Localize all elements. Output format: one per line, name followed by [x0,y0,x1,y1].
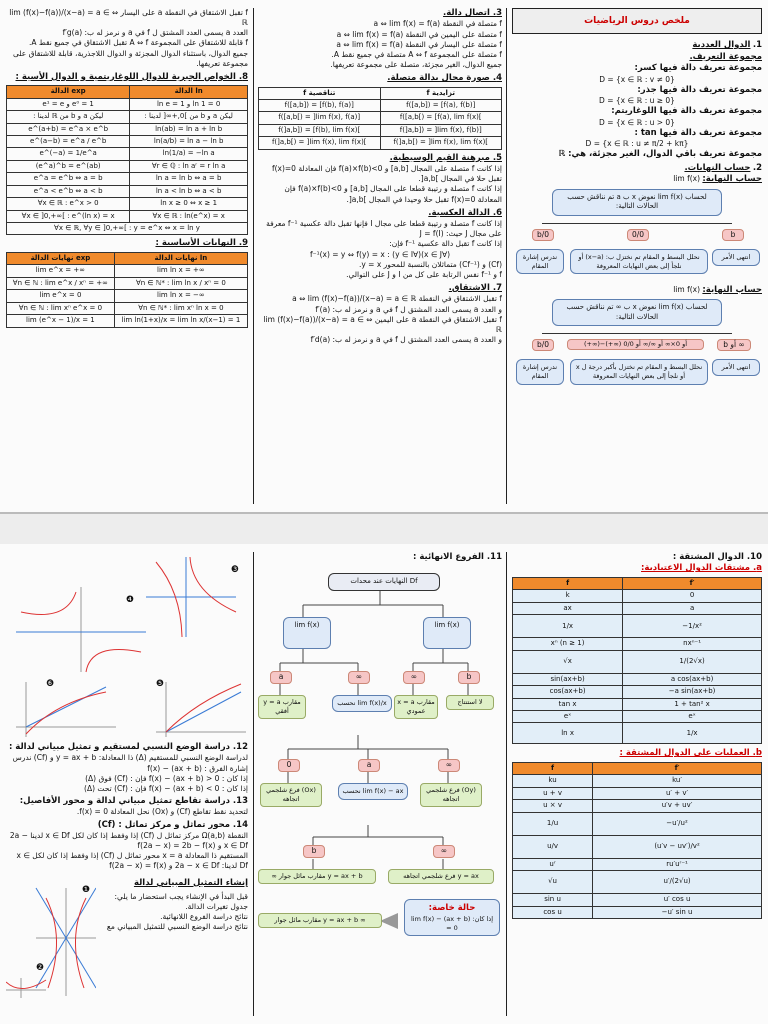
continuity-point: f متصلة في النقطة a ⇔ lim f(x) = f(a) [373,19,502,29]
table-header: f [513,577,623,589]
table-header: نهايات الدالة exp [7,252,115,264]
table-row: f(]a,b[) = ]lim f(x), lim f(x)[ f(]a,b[) = ]lim f(x), lim f(x)[ [259,137,502,149]
table-row: cos(ax+b) −a sin(ax+b) [513,686,762,698]
limits-table [6,252,248,328]
continuity-left: f متصلة على اليسار في النقطة a ⇔ lim f(x) = f(a) [336,39,502,49]
table-header: الدالة exp [7,86,130,98]
graphs-bottom [6,878,248,998]
graph-3-label: ❸ [231,565,240,575]
table-header: نهايات الدالة ln [114,252,247,264]
table-row: u/v (u′v − uv′)/v² [513,835,762,858]
limit-b-label: حساب النهاية: [702,284,762,295]
domain-fraction: مجموعة تعريف دالة فيها كسر: [634,63,762,74]
table-header: f [513,762,593,774]
section-12-title: 12. دراسة الوضع النسبي لمستقيم و تمثيل مبياني لدالة : [8,742,248,752]
symmetry-center: النقطة Ω(a,b) مركز تماثل ل (Cf) إذا وفقط إذا كان لكل x ∈ Df لدينا 2a − x ∈ Df و f(2a − x) = 2b − f(x) [9,831,248,851]
special-case-title: حالة خاصة: [428,903,476,914]
flow1-result-2: نحلل البسط و المقام تم نختزل ب: (x−a) أو نلجأ إلى بعض النهايات المعروفة [570,249,708,275]
top-left-column [6,8,248,504]
table-header: f تناقصية [259,87,381,99]
formula: D = {x ∈ ℝ : u ≥ 0} [599,96,675,106]
graph-5-label: ❺ [156,679,165,689]
limit-a-label: حساب النهاية: [702,174,762,185]
flow1-result-3: انتهى الأمر [712,249,760,266]
summary-title: ملخص دروس الرياضيات [512,8,762,34]
flow-limit-inf: lim f(x) [283,617,331,649]
graph-1-label: ❶ [82,884,91,895]
derivative-note: جميع الدوال، باستثناء الدوال المجزئة و الدوال اللاجذرية، قابلة للاشتقاق على مجموعة تعريفها. [13,48,248,68]
formula: D = {x ∈ ℝ : v ≠ 0} [599,74,675,84]
table-row: sin u u′ cos u [513,894,762,906]
flow2-result-1: ندرس إشارة المقام [516,359,564,385]
top-right-column [512,8,762,504]
section-1-num: 1. [752,40,762,51]
inverse-1: إذا كانت f متصلة و رتيبة قطعا على مجال I فإنها تقبل دالة عكسية f⁻¹ معرفة على مجال J حيث: J = f(I) [266,219,502,239]
flow2-case-2: (+∞)−(+∞) أو 0×∞ أو ∞/∞ أو 0/0 [567,339,704,350]
table-row: sin(ax+b) a cos(ax+b) [513,673,762,685]
plot-step-intro: قبل البدأ في الإنشاء يجب استحضار ما يلي: [114,891,248,901]
ivt-1: إذا كانت f متصلة على المجال [a,b] و f(a)×f(b)<0 فإن المعادلة f(x)=0 تقبل حلا في المجال ]a,b[. [271,164,502,184]
flow-oblique-asymptote: y = ax + b مقارب مائل جوار ∞ [258,869,376,884]
table-row: ∀x ∈ ℝ : e^x > 0 ln x ≥ 0 ⇔ x ≥ 1 [7,198,248,210]
table-header: f تزايدية [380,87,502,99]
section-10a-title: a. مشتقات الدوال الاعتيادية: [641,563,762,574]
flow2-result-2: نحلل البسط و المقام تم نختزل بأكبر درجة ل x أو نلجأ إلى بعض النهايات المعروفة [570,359,708,385]
table-row: lim e^x = 0 lim ln x = −∞ [7,290,248,302]
derivative-1: f تقبل الاشتقاق في النقطة a ⇔ lim (f(x)−f(a))/(x−a) = a ∈ ℝ [292,294,502,304]
special-case-text: إذا كان: lim f(x) − (ax + b) = 0 [410,914,494,932]
table-row: ax a [513,602,762,614]
graph-2-label: ❷ [36,962,45,973]
table-row: u × v u′v + uv′ [513,800,762,812]
table-header: f′ [593,762,762,774]
graph-5 [156,682,246,737]
table-row: cos u −u′ sin u [513,906,762,918]
table-row: u + v u′ + v′ [513,787,762,799]
inverse-5: f و f⁻¹ نفس الرتابة على كل من I و J على التوالي. [346,269,502,279]
column-divider [506,552,507,1016]
table-row: √x 1/(2√x) [513,650,762,673]
derivative-operations-table [512,762,762,919]
graph-6 [16,682,116,737]
graph-6-label: ❻ [46,679,55,689]
section-15-title: إنشاء التمثيل المبياني لدالة [133,877,248,888]
flow-horizontal-asymptote: y = a مقارب أفقي [258,695,306,719]
limit-a: lim f(x) [673,174,701,184]
usual-derivatives-table [512,577,762,745]
plot-steps [93,892,248,933]
flow-special-case [404,899,500,936]
table-row: ∀n ∈ ℕ : lim e^x / xⁿ = +∞ ∀n ∈ ℕ* : lim ln x / xⁿ = 0 [7,277,248,289]
flow-vertical-asymptote: x = a مقارب عمودي [394,695,438,719]
limit-b: lim f(x) [673,284,701,294]
flow1-case-1: b/0 [532,229,554,241]
flow-case-0: 0 [278,759,300,771]
relative-position-3: إذا كان : f(x) − (ax + b) < 0 فإن : (Cf) تحت (Δ) [84,783,248,793]
table-row: tan x 1 + tan² x [513,698,762,710]
domain-tan: مجموعة تعريف دالة فيها tan : [634,127,762,138]
derivative-left-number: العدد a يسمى العدد المشتق ل f في a و نرمز له ب: f′g(a) [62,28,248,38]
table-row: ∀x ∈ ]0,+∞[ : e^(ln x) = x ∀x ∈ ℝ : ln(e^x) = x [7,210,248,222]
table-row: ∀x ∈ ℝ, ∀y ∈ ]0,+∞[ : y = e^x ⇔ x = ln y [7,223,248,235]
section-13-title: 13. دراسة تقاطع تمثيل مبياني لدالة و محور الأفاصيل: [19,795,248,806]
table-row: ln x 1/x [513,723,762,744]
section-9-title: 9. النهايات الأساسية : [155,238,248,249]
section-3-title: 3. اتصال دالة. [443,8,502,18]
flow2-connector [542,333,732,334]
continuity-set: f متصلة على المجموعة A ⇔ f متصلة في جميع نقط A. [331,49,502,59]
derivative-set: f قابلة للاشتقاق على المجموعة A ⇔ f تقبل الاشتقاق في جميع نقط A. [28,38,248,48]
flow-compute-difference: نحسب lim f(x) − ax [338,783,408,800]
column-divider [253,552,254,1016]
domain-heading: مجموعة التعريف. [689,51,762,62]
flow2-case-3: b أو ∞ [717,339,751,351]
section-14-title: 14. محور تماثل و مركز تماثل : (Cf) [97,819,248,830]
flow1-top: لحساب lim f(x) نعوض x ب a تم نناقش حسب الحالات التالية: [552,189,722,216]
log-exp-table [6,85,248,235]
plot-step-2: نتائج دراسة الفروع اللانهائية. [160,911,248,921]
flow-case-inf3: ∞ [438,759,460,771]
flow-case-a: a [270,671,292,683]
derivative-left: f تقبل الاشتقاق في النقطة a على اليسار ⇔ lim (f(x)−f(a))/(x−a) = a ∈ ℝ [9,8,248,28]
flow-special-result: ∞ y = ax + b مقارب مائل جوار [258,913,382,928]
table-row: e^a < e^b ⇔ a < b ln a < ln b ⇔ a < b [7,185,248,197]
table-row: uʳ ru′uʳ⁻¹ [513,858,762,870]
sheet-gap [0,514,768,544]
section-10-title: 10. الدوال المشتقة : [672,552,762,562]
inverse-2: إذا كانت f تقبل دالة عكسية f⁻¹ فإن: [389,239,502,249]
bottom-middle-column [258,552,502,1016]
table-row: k 0 [513,590,762,602]
flow-case-a2: a [358,759,380,771]
graph-3 [146,557,236,637]
image-interval-table [258,87,502,150]
example-graphs-top [6,552,248,742]
flow-no-conclusion: لا استنتاج [446,695,494,710]
table-row: lim (e^x − 1)/x = 1 lim ln(1+x)/x = lim ln x/(x−1) = 1 [7,315,248,327]
table-row: e^(−a) = 1/e^a ln(1/a) = −ln a [7,148,248,160]
section-4-title: 4. صورة مجال بدالة متصلة. [387,73,502,84]
flow-case-inf: ∞ [348,671,370,683]
plot-step-3: نتائج دراسة الوضع النسبي للتمثيل المبياني مع [106,921,248,931]
symmetry-axis: المستقيم ذا المعادلة x = a محور تماثل ل (Cf) إذا وفقط إذا كان لكل x ∈ Df لدينا: 2a − x ∈ Df و f(2a − x) = f(x) [16,851,248,871]
section-1-title: الدوال العددية [692,40,751,51]
flow-case-b2: b [303,845,325,857]
table-row: e¹ = e و e⁰ = 1 ln e = 1 و ln 1 = 0 [7,98,248,110]
ivt-2: إذا كانت f متصلة و رتيبة قطعا على المجال [a,b] و f(a)×f(b)<0 فإن المعادلة f(x)=0 تقبل حلا وحيدا في المجال ]a,b[. [284,184,502,204]
table-row: e^a = e^b ⇔ a = b ln a = ln b ⇔ a = b [7,173,248,185]
flow2-case-1: b/0 [532,339,554,351]
flow-root: النهايات عند محدات Df [328,573,440,590]
derivative-4: و العدد a يسمى العدد المشتق ل f في a و نرمز له ب: f′d(a) [310,334,502,344]
continuity-right: f متصلة على اليمين في النقطة a ⇔ lim f(x) = f(a) [336,29,502,39]
section-10b-title: b. العمليات على الدوال المشتقة : [619,748,762,759]
flow-case-inf2: ∞ [403,671,425,683]
section-6-title: 6. الدالة العكسية. [428,207,502,218]
section-11-title: 11. الفروع الانهائية : [412,552,502,562]
formula: D = {x ∈ ℝ : u ≠ π/2 + kπ} [585,139,689,149]
section-7-title: 7. الاشتقاق. [448,282,502,293]
graphs-top [6,552,248,742]
formula: D = {x ∈ ℝ : u > 0} [599,117,675,127]
table-row: eˣ eˣ [513,711,762,723]
plot-step-1: جدول تغيرات الدالة. [185,901,248,911]
top-middle-column [258,8,502,504]
table-row: √u u′/(2√u) [513,871,762,894]
bottom-left-column [6,552,248,1016]
table-row: ku ku′ [513,775,762,787]
table-row: (e^a)^b = e^(ab) ∀r ∈ ℚ : ln aʳ = r ln a [7,160,248,172]
table-row: ليكن a و b من ℝ لدينا : ليكن a و b من ]0,+∞[ لدينا : [7,111,248,123]
table-header: الدالة ln [130,86,248,98]
flow-branch-ox: (Ox) فرع شلجمي اتجاهه [260,783,322,807]
section-8-title: 8. الخواص الجبرية للدوال اللوغاريتمية و الدوال الأسية : [15,71,248,82]
domain-log: مجموعة تعريف دالة فيها اللوغاريتم: [611,106,762,117]
table-row: f(]a,b]) = [f(b), lim f(x)[ f(]a,b]) = ]lim f(x), f(b)] [259,124,502,136]
section-5-title: 5. مبرهنة القيم الوسيطية. [389,152,502,163]
column-divider [506,8,507,504]
graph-4-label: ❹ [126,595,135,605]
flow2-top: لحساب lim f(x) نعوض x ب ∞ تم نناقش حسب الحالات التالية: [552,299,722,326]
section-2-num: 2. [752,162,762,173]
table-row: f([a,b[) = ]lim f(x), f(a)] f([a,b[) = [f(a), lim f(x)[ [259,112,502,124]
bottom-right-column [512,552,762,1016]
relative-position-2: إذا كان : f(x) − (ax + b) > 0 فإن : (Cf) فوق (Δ) [85,773,248,783]
arrow-icon [380,913,398,929]
table-row: ∀n ∈ ℕ : lim xⁿ e^x = 0 ∀n ∈ ℕ* : lim xⁿ ln x = 0 [7,302,248,314]
domain-root: مجموعة تعريف دالة فيها جذر: [637,84,762,95]
section-2-title: حساب النهايات. [684,162,751,173]
flow-limit-a: lim f(x) [423,617,471,649]
flow-branch-direction: y = ax فرع شلجمي اتجاهه [388,869,494,884]
table-row: 1/x −1/x² [513,615,762,638]
flow1-connector [542,223,732,224]
intersection-1: لتحديد نقط تقاطع (Cf) و (Ox) نحل المعادلة f(x) = 0. [76,807,248,817]
flow2-result-3: انتهى الأمر [712,359,760,376]
table-row: e^(a+b) = e^a × e^b ln(ab) = ln a + ln b [7,123,248,135]
table-row: lim e^x = +∞ lim ln x = +∞ [7,265,248,277]
derivative-2: و العدد a يسمى العدد المشتق ل f في a و نرمز له ب: f′(a) [315,304,502,314]
continuity-note: جميع الدوال، الغير مجزئة، متصلة على مجموعة تعريفها. [330,59,502,69]
column-divider [253,8,254,504]
inverse-3: (∀x ∈ J)(∀y ∈ I) : f⁻¹(x) = y ⇔ f(y) = x [309,249,451,259]
graph-1 [36,888,96,996]
flow1-case-3: b [722,229,744,241]
table-row: 1/u −u′/u² [513,812,762,835]
branches-flowchart [258,563,502,1003]
relative-position-1: لدراسة الوضع النسبي للمستقيم (Δ) ذا المعادلة: y = ax + b و (Cf) ندرس إشارة الفرق : f(x) − (ax + b) [12,753,248,773]
table-row: e^(a−b) = e^a / e^b ln(a/b) = ln a − ln b [7,135,248,147]
domain-other: مجموعة تعريف باقي الدوال، الغير مجزئة، هي: ℝ [558,149,762,160]
flow1-result-1: ندرس إشارة المقام [516,249,564,275]
flow-case-inf4: ∞ [433,845,455,857]
table-row: xⁿ (n ≥ 1) nxⁿ⁻¹ [513,638,762,650]
inverse-4: (Cf) و (Cf⁻¹) متماثلان بالنسبة للمحور y = x. [358,259,502,269]
flow-compute-ratio: نحسب lim f(x)/x [332,695,392,712]
derivative-3: f تقبل الاشتقاق في النقطة a على اليمين ⇔ lim (f(x)−f(a))/(x−a) = a ∈ ℝ [263,314,502,334]
flow-case-b: b [458,671,480,683]
table-header: f′ [623,577,762,589]
sheet-bottom [0,544,768,1024]
flow-branch-oy: (Oy) فرع شلجمي اتجاهه [420,783,482,807]
flow1-case-2: 0/0 [627,229,649,241]
table-row: f([a,b]) = [f(b), f(a)] f([a,b]) = [f(a), f(b)] [259,100,502,112]
